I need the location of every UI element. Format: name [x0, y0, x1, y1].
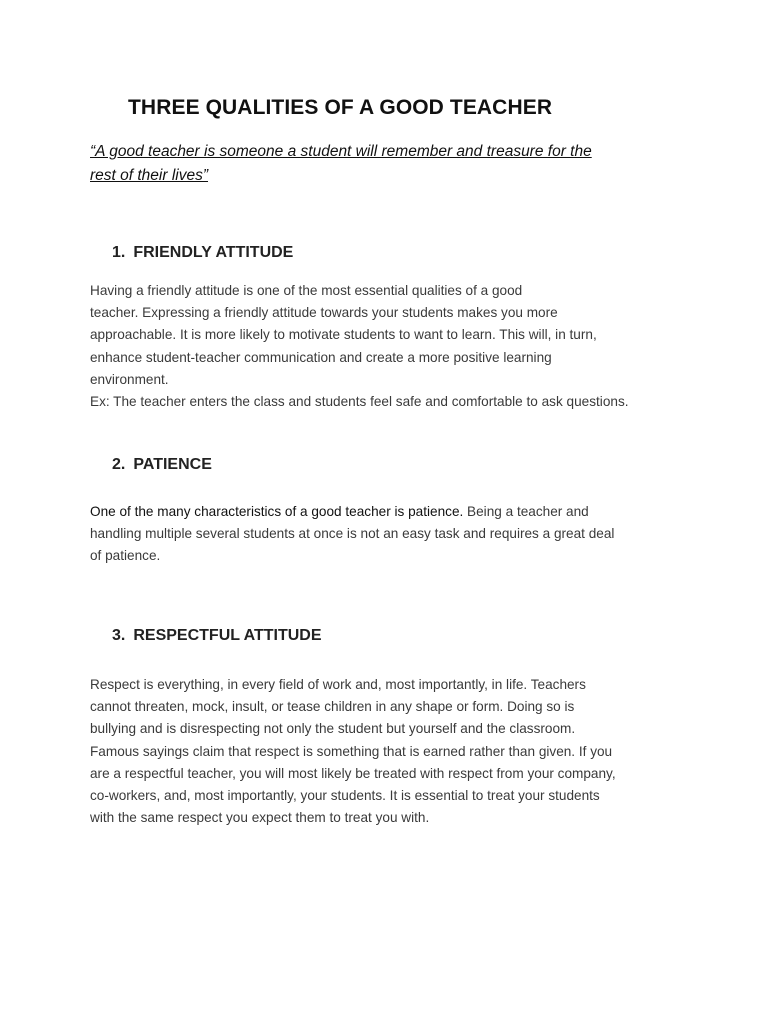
paragraph-line: enhance student-teacher communication and create a more positive learning [90, 349, 552, 365]
paragraph-line: Famous sayings claim that respect is something that is earned rather than given. If you [90, 743, 613, 759]
section-number: 1. [112, 244, 126, 261]
paragraph-line: of patience. [90, 548, 161, 564]
page-title: THREE QUALITIES OF A GOOD TEACHER [128, 96, 553, 119]
paragraph-line: teacher. Expressing a friendly attitude towards your students makes you more [90, 305, 558, 321]
section-paragraph-patience [90, 501, 690, 568]
epigraph-quote [90, 140, 680, 188]
quote-line: “A good teacher is someone a student will remember and treasure for the [90, 143, 592, 160]
quote-line: rest of their lives” [90, 167, 209, 184]
paragraph-line: bullying and is disrespecting not only the student but yourself and the classroom. [90, 721, 576, 737]
paragraph-line: Having a friendly attitude is one of the most essential qualities of a good [90, 283, 523, 298]
lead-sentence: One of the many characteristics of a good teacher is patience. [90, 504, 464, 519]
section-paragraph-friendly-attitude [90, 280, 690, 413]
section-title: PATIENCE [133, 456, 212, 473]
example-line: Ex: The teacher enters the class and students feel safe and comfortable to ask questions. [90, 394, 629, 410]
section-paragraph-respectful-attitude [90, 674, 690, 829]
paragraph-line: are a respectful teacher, you will most likely be treated with respect from your company, [90, 765, 616, 781]
section-heading-respectful-attitude [112, 627, 322, 645]
section-heading-friendly-attitude [112, 244, 293, 262]
paragraph-line [90, 501, 690, 523]
section-number: 3. [112, 627, 126, 644]
paragraph-line: co-workers, and, most importantly, your students. It is essential to treat your students [90, 788, 600, 804]
paragraph-line: with the same respect you expect them to treat you with. [90, 810, 430, 826]
paragraph-line: cannot threaten, mock, insult, or tease children in any shape or form. Doing so is [90, 699, 575, 715]
section-title: RESPECTFUL ATTITUDE [133, 627, 322, 644]
paragraph-line: Respect is everything, in every field of work and, most importantly, in life. Teachers [90, 677, 586, 692]
paragraph-line: environment. [90, 371, 169, 387]
paragraph-line: approachable. It is more likely to motivate students to want to learn. This will, in turn, [90, 327, 597, 343]
section-number: 2. [112, 456, 126, 473]
section-heading-patience [112, 456, 212, 474]
paragraph-line: handling multiple several students at once is not an easy task and requires a great deal [90, 526, 615, 542]
sentence-continuation: Being a teacher and [463, 504, 589, 519]
section-title: FRIENDLY ATTITUDE [133, 244, 294, 261]
